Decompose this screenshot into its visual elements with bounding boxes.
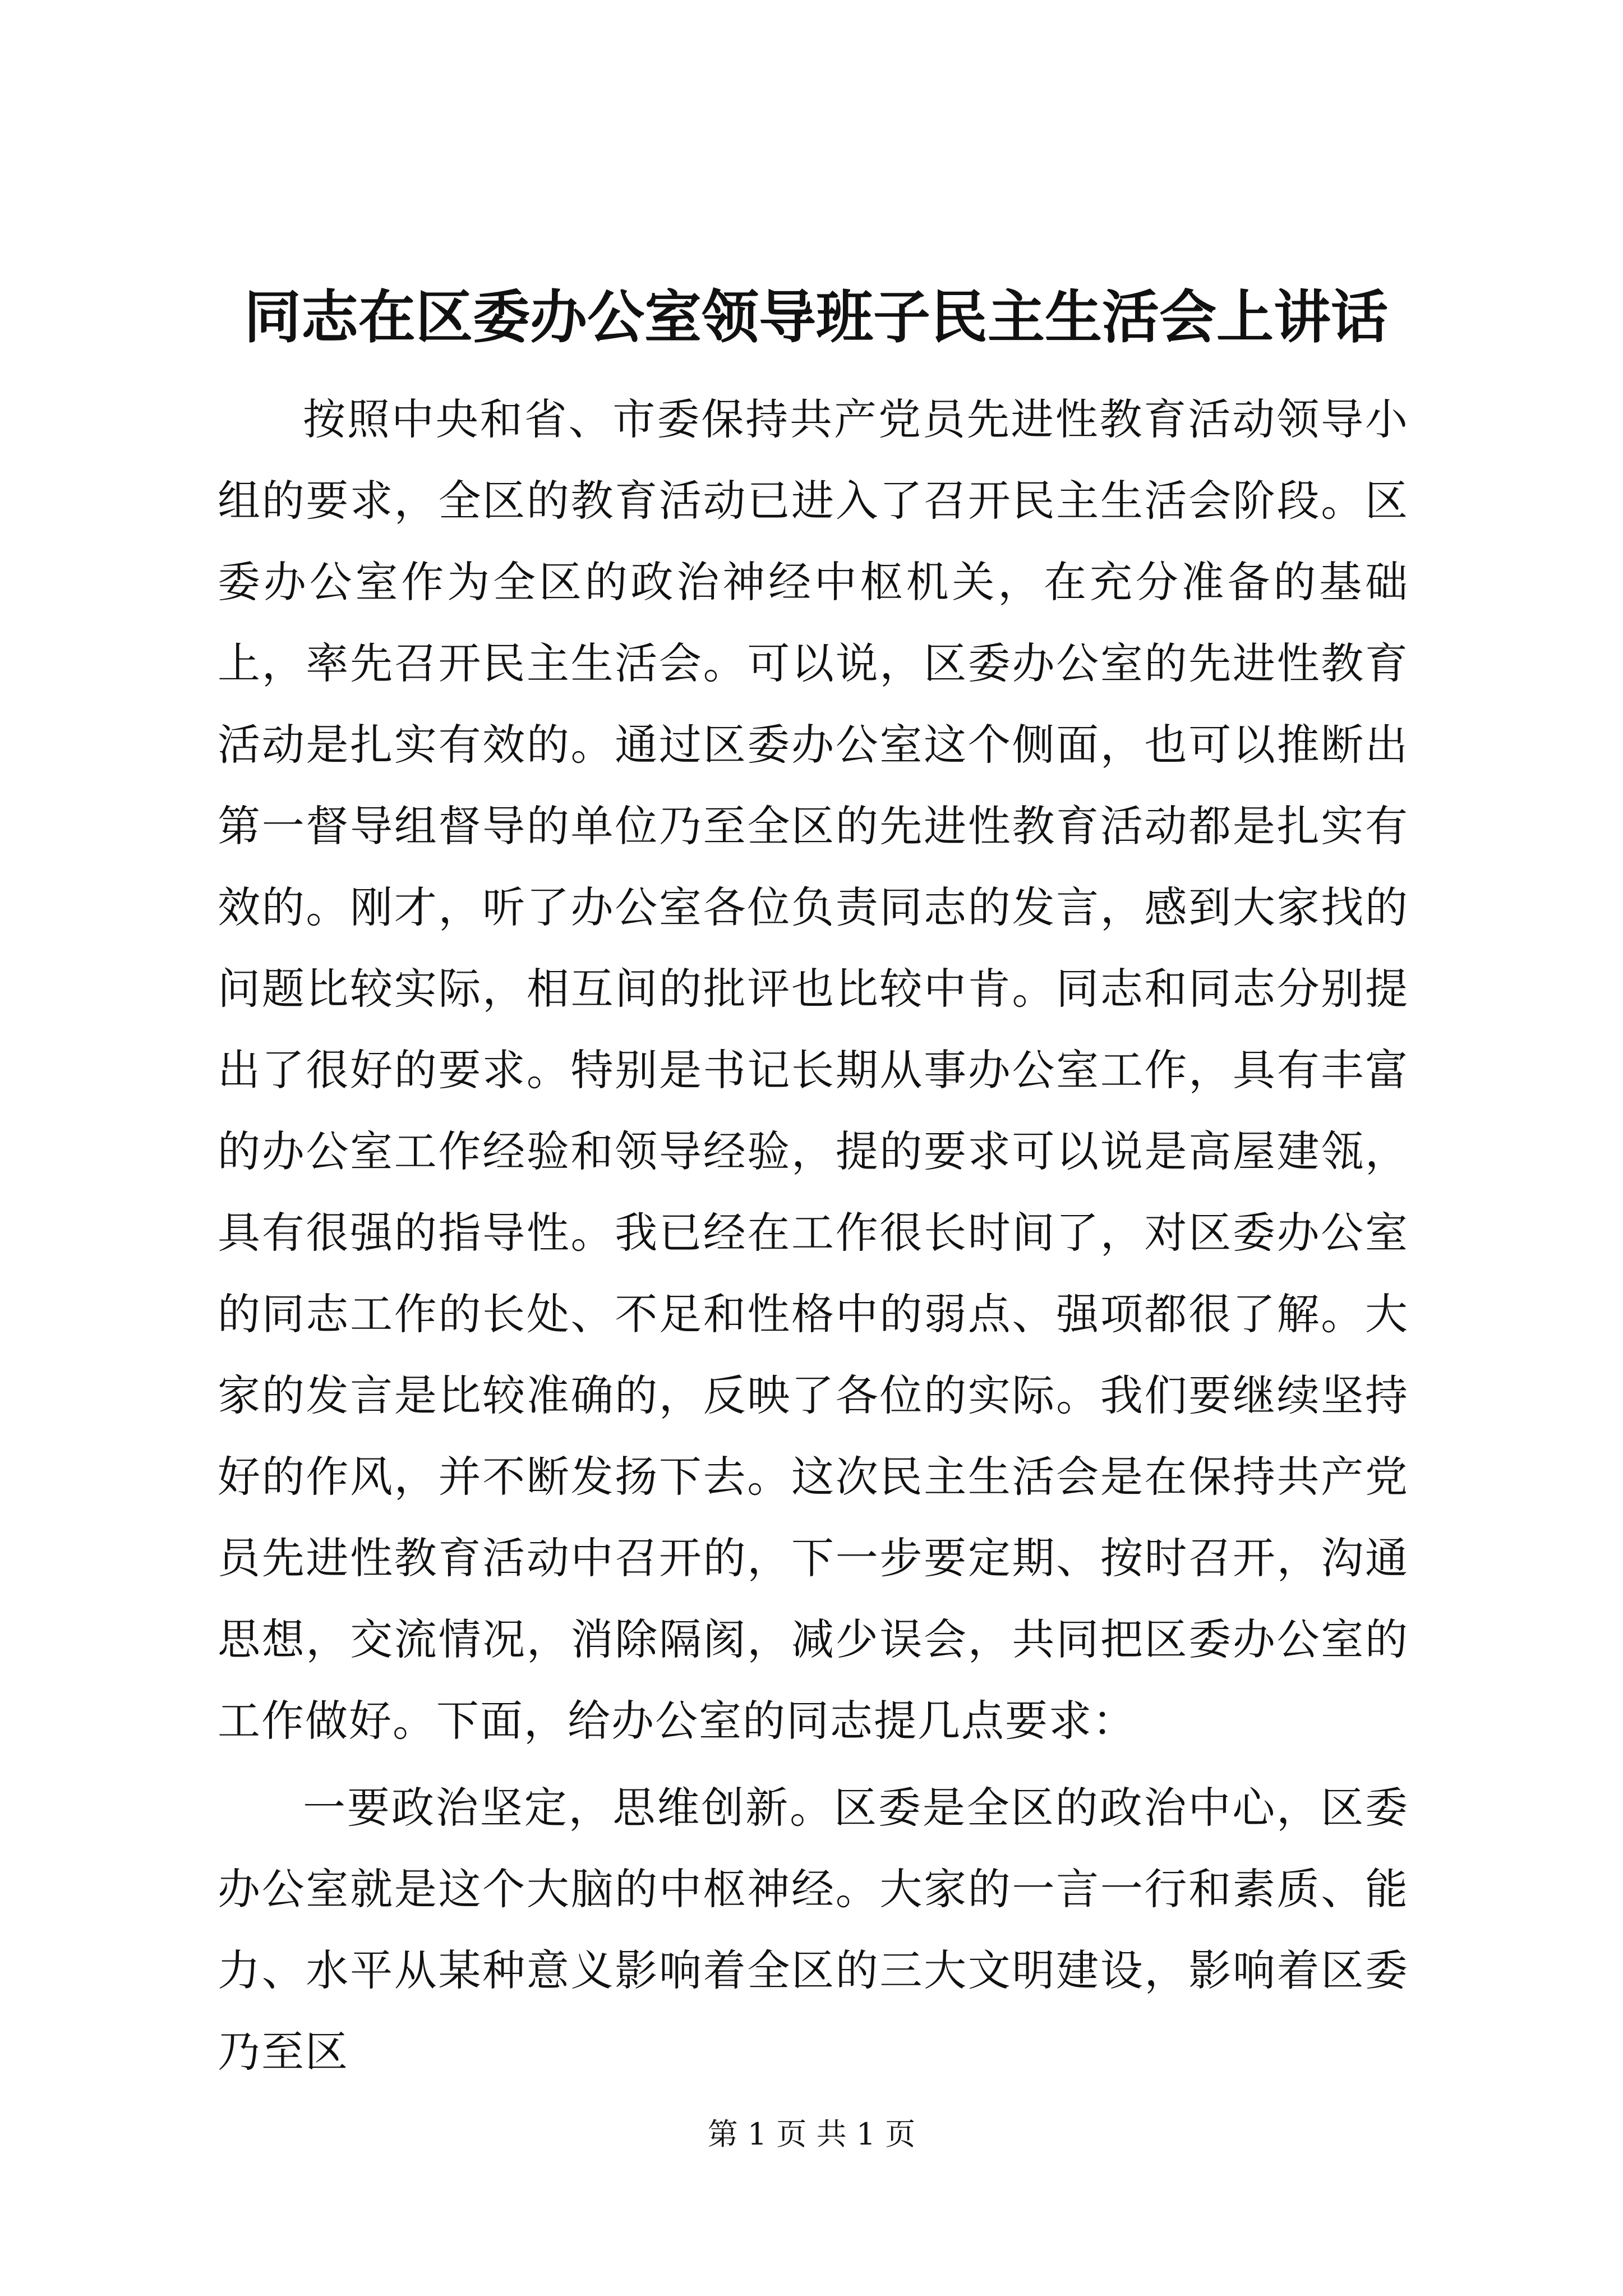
document-body	[218, 379, 1409, 2092]
paragraph-2: 一要政治坚定，思维创新。区委是全区的政治中心，区委办公室就是这个大脑的中枢神经。大家的一言一行和素质、能力、水平从某种意义影响着全区的三大文明建设，影响着区委乃至区	[218, 1783, 1409, 2077]
document-title: 同志在区委办公室领导班子民主生活会上讲话	[244, 284, 1388, 351]
paragraph-1: 按照中央和省、市委保持共产党员先进性教育活动领导小组的要求，全区的教育活动已进入了召开民主生活会阶段。区委办公室作为全区的政治神经中枢机关，在充分准备的基础上，率先召开民主生活会。可以说，区委办公室的先进性教育活动是扎实有效的。通过区委办公室这个侧面，也可以推断出第一督导组督导的单位乃至全区的先进性教育活动都是扎实有效的。刚才，听了办公室各位负责同志的发言，感到大家找的问题比较实际，相互间的批评也比较中肯。同志和同志分别提出了很好的要求。特别是书记长期从事办公室工作，具有丰富的办公室工作经验和领导经验，提的要求可以说是高屋建瓴，具有很强的指导性。我已经在工作很长时间了，对区委办公室的同志工作的长处、不足和性格中的弱点、强项都很了解。大家的发言是比较准确的，反映了各位的实际。我们要继续坚持好的作风，并不断发扬下去。这次民主生活会是在保持共产党员先进性教育活动中召开的，下一步要定期、按时召开，沟通思想，交流情况，消除隔阂，减少误会，共同把区委办公室的工作做好。下面，给办公室的同志提几点要求：	[218, 394, 1409, 1746]
page-footer: 第 1 页 共 1 页	[707, 2116, 916, 2152]
